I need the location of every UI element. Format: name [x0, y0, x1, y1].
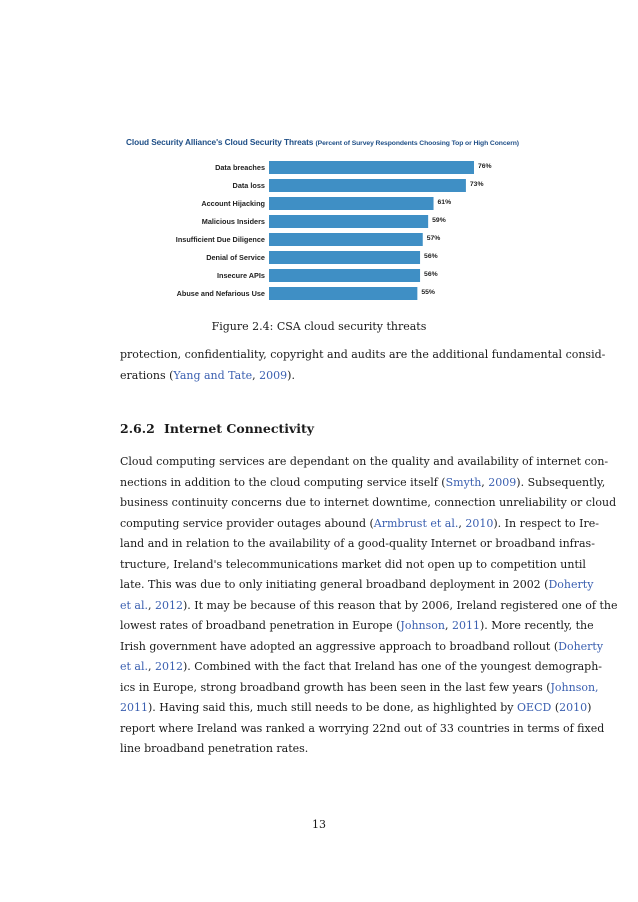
bar [269, 197, 434, 210]
citation-link[interactable]: 2009 [259, 368, 288, 382]
bar [269, 269, 420, 282]
body-line [120, 493, 617, 514]
bar-chart [0, 0, 638, 320]
text-segment: lowest rates of broadband penetration in Europe ( [120, 619, 401, 632]
body-line [120, 473, 606, 494]
citation-link[interactable]: 2010 [559, 701, 588, 714]
bar [269, 233, 423, 246]
text-segment: land and in relation to the availability of a good-quality Internet or broadband infras- [120, 537, 595, 550]
body-line [120, 616, 594, 637]
citation-link[interactable]: 2010 [465, 516, 494, 530]
text-segment: ). More recently, the [479, 619, 594, 632]
citation-link[interactable]: 2011 [120, 701, 148, 714]
text-segment: , [148, 598, 155, 612]
text-segment: late. This was due to only initiating general broadband deployment in 2002 ( [120, 578, 549, 591]
citation-link[interactable]: 2011 [451, 619, 480, 632]
text-segment: Irish government have adopted an aggressive approach to broadband rollout ( [120, 639, 559, 653]
citation-link[interactable]: Armbrust et al. [373, 516, 459, 530]
intro-paragraph [120, 345, 606, 386]
body-line [120, 555, 586, 576]
citation-link[interactable]: Doherty [558, 639, 604, 653]
text-segment: , [444, 619, 452, 632]
text-segment: ics in Europe, strong broadband growth has been seen in the last few years ( [120, 680, 551, 694]
figure-caption: Figure 2.4: CSA cloud security threats [211, 320, 427, 333]
citation-link[interactable]: Johnson, [550, 680, 599, 694]
value-label: 59% [432, 217, 446, 224]
body-line [120, 514, 599, 535]
category-label: Insufficient Due Diligence [175, 235, 265, 245]
text-segment: protection, confidentiality, copyright and audits are the additional fundamental consid- [120, 348, 606, 361]
intro-line [120, 366, 522, 387]
citation-link[interactable]: et al. [120, 598, 148, 612]
bar [269, 161, 474, 174]
category-label: Data breaches [215, 163, 265, 173]
bar [269, 215, 428, 228]
text-segment: computing service provider outages abound ( [120, 516, 374, 530]
category-label: Account Hijacking [201, 199, 265, 209]
body-line [120, 698, 592, 719]
text-segment: erations ( [120, 368, 174, 382]
bar [269, 179, 466, 192]
text-segment: nections in addition to the cloud computing service itself ( [120, 475, 446, 489]
value-label: 57% [426, 235, 441, 242]
body-line [120, 637, 604, 658]
text-segment: ). Subsequently, [516, 475, 606, 489]
section-number: 2.6.2 [120, 421, 155, 436]
text-segment: ) [587, 701, 592, 714]
page-number: 13 [312, 818, 326, 831]
text-segment: ). [287, 368, 295, 382]
text-segment: report where Ireland was ranked a worrying 22nd out of 33 countries in terms of fixed [120, 721, 605, 735]
text-segment: Cloud computing services are dependant on the quality and availability of internet con- [120, 455, 609, 468]
text-segment: ). Combined with the fact that Ireland has one of the youngest demograph- [183, 660, 603, 673]
category-label: Insecure APIs [217, 271, 265, 281]
category-label: Data loss [232, 181, 265, 191]
value-label: 56% [424, 253, 438, 260]
citation-link[interactable]: Doherty [548, 578, 594, 591]
text-segment: ( [551, 701, 560, 714]
category-label: Denial of Service [206, 253, 265, 263]
value-label: 61% [437, 199, 452, 206]
text-segment: , [458, 516, 466, 530]
citation-link[interactable]: Smyth [445, 475, 482, 489]
value-label: 55% [421, 289, 435, 296]
text-segment: , [252, 368, 260, 382]
chart-subtitle: (Percent of Survey Respondents Choosing Top or High Concern) [315, 140, 519, 147]
bar [269, 251, 420, 264]
text-segment: tructure, Ireland's telecommunications market did not open up to competition until [120, 557, 586, 571]
body-line [120, 596, 618, 617]
citation-link[interactable]: 2012 [155, 660, 183, 673]
citation-link[interactable]: OECD [517, 701, 552, 714]
value-label: 76% [478, 163, 492, 170]
citation-link[interactable]: Johnson [400, 619, 445, 632]
text-segment: business continuity concerns due to internet downtime, connection unreliability or cloud [120, 496, 617, 509]
category-label: Abuse and Nefarious Use [176, 289, 265, 299]
intro-line [120, 345, 606, 366]
citation-link[interactable]: 2009 [488, 475, 517, 489]
citation-link[interactable]: Yang and Tate [173, 368, 253, 382]
body-paragraph [120, 452, 618, 760]
text-segment: , [481, 475, 489, 489]
body-line [120, 657, 603, 678]
body-line [120, 452, 609, 473]
bar [269, 287, 417, 300]
section-heading [120, 421, 314, 436]
text-segment: ). Having said this, much still needs to be done, as highlighted by [148, 701, 518, 714]
section-title: Internet Connectivity [164, 421, 315, 436]
body-line [120, 719, 605, 740]
body-line [120, 739, 522, 760]
text-segment: , [148, 660, 155, 673]
text-segment: line broadband penetration rates. [120, 742, 309, 755]
value-label: 56% [424, 271, 438, 278]
value-label: 73% [469, 181, 484, 188]
text-segment: ). In respect to Ire- [493, 516, 599, 530]
body-line [120, 534, 595, 555]
citation-link[interactable]: 2012 [155, 598, 183, 612]
chart-title-main: Cloud Security Alliance's Cloud Security Threats [126, 137, 314, 147]
body-line [120, 575, 594, 596]
citation-link[interactable]: et al. [120, 660, 148, 673]
body-line [120, 678, 599, 699]
category-label: Malicious Insiders [201, 217, 265, 227]
text-segment: ). It may be because of this reason that by 2006, Ireland registered one of the [183, 598, 618, 612]
